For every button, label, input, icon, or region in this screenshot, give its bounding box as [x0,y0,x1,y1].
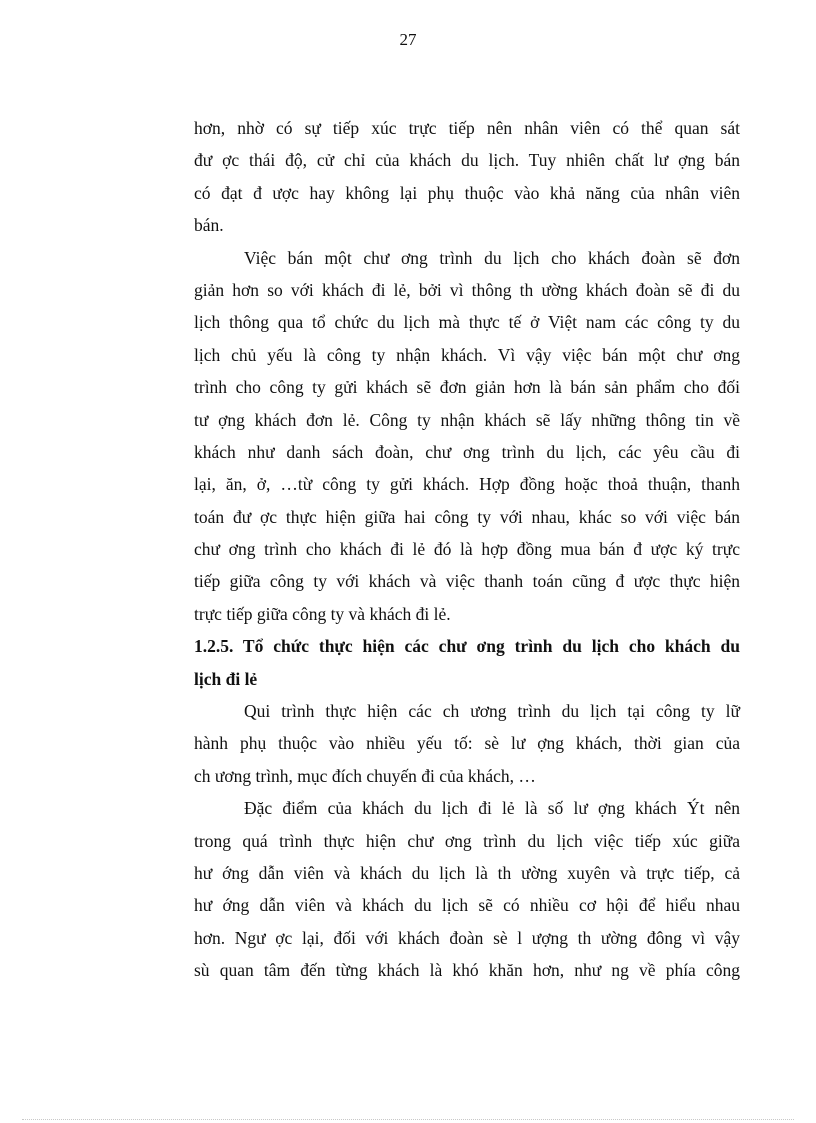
text-line: giản hơn so với khách đi lẻ, bởi vì thông th ường khách đoàn sẽ đi du [194,279,740,300]
text-line: hư ớng dẫn viên và khách du lịch là th ường xuyên và trực tiếp, cả [194,862,740,883]
text-line: Việc bán một chư ơng trình du lịch cho khách đoàn sẽ đơn [244,247,740,268]
text-line: hơn, nhờ có sự tiếp xúc trực tiếp nên nhân viên có thể quan sát [194,118,740,138]
text-line: chư ơng trình cho khách đi lẻ đó là hợp đồng mua bán đ ược ký trực [194,539,740,560]
text-line: tư ợng khách đơn lẻ. Công ty nhận khách sẽ lấy những thông tin về [194,409,740,430]
text-line: hơn. Ngư ợc lại, đối với khách đoàn sè l ượng th ường đông vì vậy [194,927,740,948]
text-line: sù quan tâm đến từng khách là khó khăn hơn, như ng về phía công [194,960,740,981]
text-line: lịch thông qua tổ chức du lịch mà thực tế ở Việt nam các công ty du [194,312,740,333]
text-line: khách như danh sách đoàn, chư ơng trình du lịch, các yêu cầu đi [194,441,740,462]
text-line: có đạt đ ược hay không lại phụ thuộc vào khả năng của nhân viên [194,182,740,203]
text-line: trình cho công ty gửi khách sẽ đơn giản hơn là bán sản phẩm cho đối [194,377,740,398]
page-bottom-divider [22,1119,794,1120]
text-line: Đặc điểm của khách du lịch đi lẻ là số lư ợng khách Ýt nên [244,798,740,819]
text-line: toán đư ợc thực hiện giữa hai công ty với nhau, khác so với việc bán [194,506,740,527]
document-body [194,112,740,987]
text-line: hư ớng dẫn viên và khách du lịch sẽ có nhiều cơ hội để hiểu nhau [194,895,740,916]
text-line: lịch chủ yếu là công ty nhận khách. Vì vậy việc bán một chư ơng [194,344,740,365]
text-line: đư ợc thái độ, cử chỉ của khách du lịch. Tuy nhiên chất lư ợng bán [194,150,740,171]
text-line: Qui trình thực hiện các ch ương trình du lịch tại công ty lữ [244,701,740,722]
text-line: hành phụ thuộc vào nhiều yếu tố: sè lư ợng khách, thời gian của [194,733,740,754]
text-line: bán. [194,215,224,236]
section-heading: 1.2.5. Tổ chức thực hiện các chư ơng trình du lịch cho khách du [194,636,740,657]
text-line: lại, ăn, ở, …từ công ty gửi khách. Hợp đồng hoặc thoả thuận, thanh [194,474,740,495]
text-line: trực tiếp giữa công ty và khách đi lẻ. [194,603,451,624]
text-line: tiếp giữa công ty với khách và việc thanh toán cũng đ ược thực hiện [194,571,740,592]
section-heading: lịch đi lẻ [194,668,258,689]
text-line: ch ương trình, mục đích chuyến đi của khách, … [194,765,536,786]
page-number: 27 [399,30,417,49]
text-line: trong quá trình thực hiện chư ơng trình du lịch việc tiếp xúc giữa [194,830,740,851]
